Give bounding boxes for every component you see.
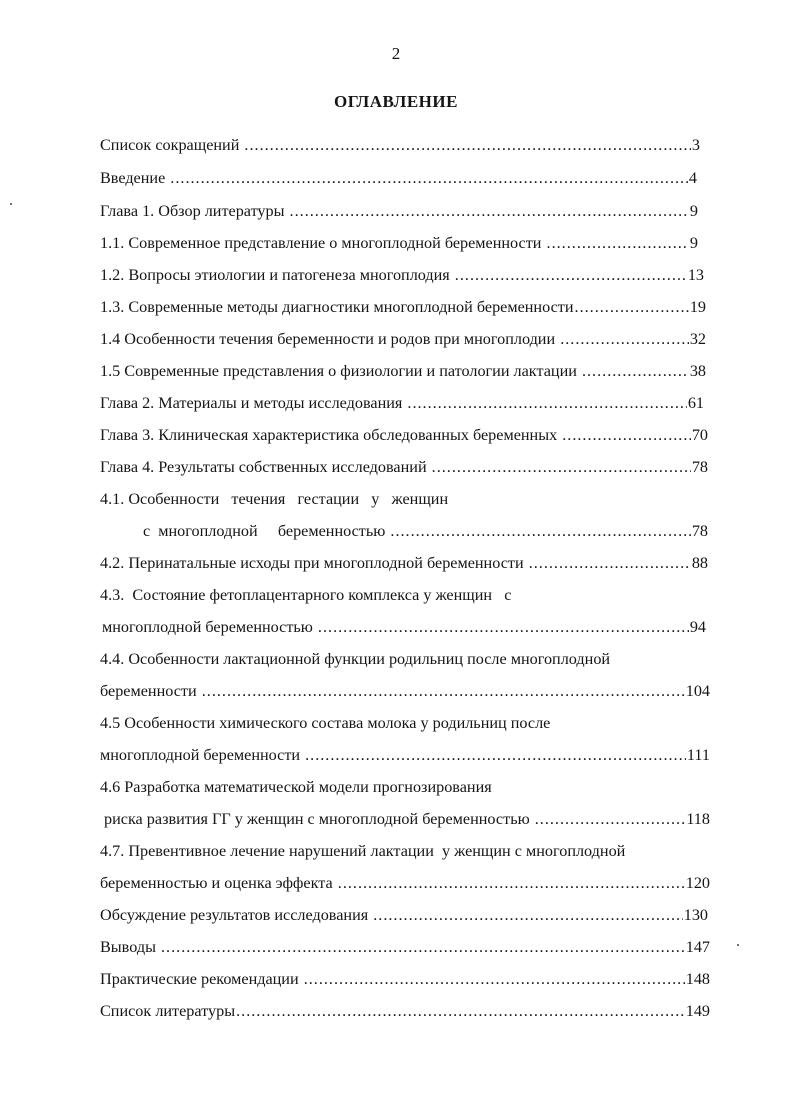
toc-entry <box>100 964 710 994</box>
dot-leader <box>290 196 689 226</box>
toc-entry-label: многоплодной беременности <box>100 746 305 764</box>
toc-entry-page: 94 <box>689 618 706 636</box>
dot-leader <box>562 420 691 450</box>
toc-entry <box>100 292 706 322</box>
toc-entry-page: 104 <box>685 682 710 700</box>
toc-entry <box>100 484 600 514</box>
toc-entry <box>100 356 706 386</box>
toc-entry-page: 147 <box>685 938 710 956</box>
dot-leader <box>390 516 690 546</box>
toc-entry <box>100 196 698 226</box>
toc-entry <box>100 420 708 450</box>
toc-entry-page: 130 <box>683 906 708 924</box>
page-number: 2 <box>391 44 401 63</box>
toc-entry <box>143 516 708 546</box>
toc-entry <box>100 130 700 160</box>
toc-entry <box>100 900 708 930</box>
toc-entry-label: с многоплодной беременностью <box>143 522 390 540</box>
toc-entry-label: Глава 2. Материалы и методы исследования <box>100 394 407 412</box>
dot-leader <box>318 612 689 642</box>
toc-entry-label: Введение <box>100 169 170 187</box>
dot-leader <box>304 964 685 994</box>
dot-leader <box>202 676 685 706</box>
toc-entry <box>100 708 660 738</box>
toc-entry-page: 9 <box>689 234 698 252</box>
dot-leader <box>407 388 686 418</box>
toc-entry <box>104 804 710 834</box>
toc-entry-page: 13 <box>687 266 704 284</box>
dot-leader <box>161 932 685 962</box>
toc-entry-label: многоплодной беременностью <box>102 618 317 636</box>
dot-leader <box>455 260 687 290</box>
toc-entry-label: 4.1. Особенности течения гестации у женщин <box>100 490 449 508</box>
toc-entry-label: 4.4. Особенности лактационной функции родильниц после многоплодной <box>100 650 611 668</box>
dot-leader <box>582 356 689 386</box>
toc-entry-page: 4 <box>688 169 697 187</box>
dot-leader <box>560 324 689 354</box>
dot-leader <box>529 548 691 578</box>
toc-entry-label: беременности <box>100 682 201 700</box>
toc-entry-page: 148 <box>685 970 710 988</box>
toc-entry <box>100 676 710 706</box>
dot-leader <box>432 452 691 482</box>
toc-entry-label: 1.1. Современное представление о многоплодной беременности <box>100 234 546 252</box>
toc-entry-label: 4.7. Превентивное лечение нарушений лактации у женщин с многоплодной <box>100 842 626 860</box>
toc-entry-label: Обсуждение результатов исследования <box>100 906 373 924</box>
dot-leader <box>170 163 688 193</box>
toc-entry <box>100 580 600 610</box>
toc-entry-page: 32 <box>689 330 706 348</box>
toc-entry-page: 70 <box>691 426 708 444</box>
toc-entry-label: 4.2. Перинатальные исходы при многоплодной беременности <box>100 554 528 572</box>
toc-entry-label: 1.2. Вопросы этиологии и патогенеза многоплодия <box>100 266 454 284</box>
toc-entry-page: 3 <box>691 136 700 154</box>
toc-entry <box>100 228 698 258</box>
toc-entry-label: Глава 1. Обзор литературы <box>100 202 289 220</box>
toc-entry-label: Глава 3. Клиническая характеристика обследованных беременных <box>100 426 562 444</box>
scan-speck <box>10 203 12 205</box>
toc-entry <box>100 324 706 354</box>
toc-entry <box>100 388 704 418</box>
toc-entry-page: 78 <box>691 458 708 476</box>
toc-entry <box>100 996 710 1026</box>
toc-entry-page: 149 <box>685 1002 710 1020</box>
toc-entry-label: 1.5 Современные представления о физиологии и патологии лактации <box>100 362 581 380</box>
toc-entry-page: 120 <box>685 874 710 892</box>
scan-speck <box>737 944 739 946</box>
dot-leader <box>305 740 686 770</box>
toc-entry <box>100 868 710 898</box>
dot-leader <box>373 900 682 930</box>
dot-leader <box>535 804 686 834</box>
toc-entry-page: 19 <box>689 298 706 316</box>
toc-entry-label: Глава 4. Результаты собственных исследований <box>100 458 431 476</box>
toc-entry-page: 38 <box>689 362 706 380</box>
dot-leader <box>575 292 689 322</box>
toc-entry-label: Практические рекомендации <box>100 970 303 988</box>
toc-entry-label: 1.3. Современные методы диагностики многоплодной беременности <box>100 298 574 316</box>
toc-entry-label: 4.6 Разработка математической модели прогнозирования <box>100 778 492 796</box>
toc-entry-page: 111 <box>686 746 710 764</box>
toc-entry-label: Список литературы <box>100 1002 236 1020</box>
dot-leader <box>244 130 690 160</box>
toc-entry <box>100 452 708 482</box>
toc-entry-label: 1.4 Особенности течения беременности и родов при многоплодии <box>100 330 560 348</box>
toc-entry <box>102 612 706 642</box>
toc-entry <box>100 740 710 770</box>
toc-entry-page: 88 <box>691 554 708 572</box>
toc-entry-label: Список сокращений <box>100 136 244 154</box>
toc-entry-label: 4.3. Состояние фетоплацентарного комплекса у женщин с <box>100 586 512 604</box>
toc-entry <box>100 644 710 674</box>
toc-entry-label: риска развития ГГ у женщин с многоплодной беременностью <box>104 810 534 828</box>
dot-leader <box>547 228 689 258</box>
toc-entry <box>100 163 697 193</box>
toc-entry <box>100 772 600 802</box>
toc-entry-page: 9 <box>689 202 698 220</box>
toc-entry <box>100 548 708 578</box>
toc-entry-label: беременностью и оценка эффекта <box>100 874 337 892</box>
dot-leader <box>338 868 685 898</box>
toc-entry-label: 4.5 Особенности химического состава молока у родильниц после <box>100 714 551 732</box>
toc-entry-page: 118 <box>686 810 710 828</box>
toc-title: ОГЛАВЛЕНИЕ <box>334 92 458 111</box>
toc-entry <box>100 260 704 290</box>
toc-entry-page: 61 <box>687 394 704 412</box>
toc-entry-label: Выводы <box>100 938 160 956</box>
toc-entry <box>100 836 710 866</box>
toc-entry <box>100 932 710 962</box>
toc-entry-page: 78 <box>691 522 708 540</box>
dot-leader <box>236 996 685 1026</box>
